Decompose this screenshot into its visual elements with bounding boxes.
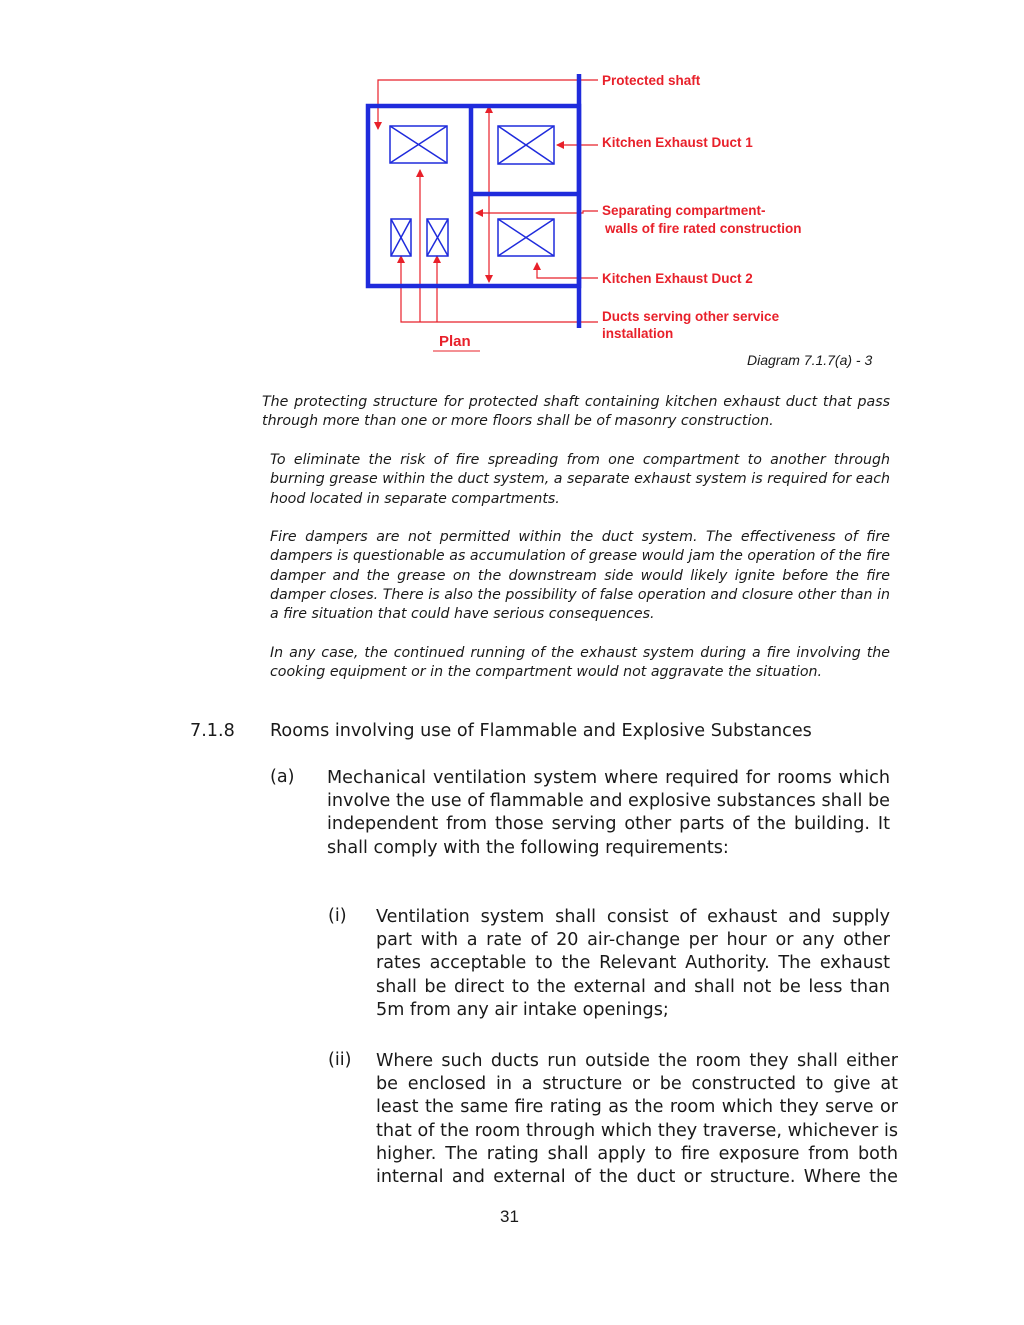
label-other-ducts-1: Ducts serving other service xyxy=(602,309,780,324)
plan-diagram xyxy=(0,0,1024,380)
duct-kitchen-2 xyxy=(498,219,554,256)
section-number: 7.1.8 xyxy=(190,721,235,741)
duct-other-small-1 xyxy=(391,219,411,256)
page-number: 31 xyxy=(500,1207,519,1226)
diagram-caption: Diagram 7.1.7(a) - 3 xyxy=(747,352,873,368)
sub-item-i-text: Ventilation system shall consist of exhaust and supply part with a rate of 20 air-change per hour or any other rates acceptable to the Relevant Authority. The exhaust shall be direct to the external and shall not be less than 5m from any air intake openings; xyxy=(376,907,890,1020)
section-title: Rooms involving use of Flammable and Explosive Substances xyxy=(270,721,812,741)
sub-item-ii-label: (ii) xyxy=(328,1050,352,1070)
label-plan: Plan xyxy=(439,333,471,350)
label-other-ducts-2: installation xyxy=(602,326,674,341)
label-protected-shaft: Protected shaft xyxy=(602,73,701,88)
label-separating-walls-2: walls of fire rated construction xyxy=(605,221,802,236)
duct-kitchen-1 xyxy=(498,126,554,164)
note-in-any-case: In any case, the continued running of the exhaust system during a fire involving the cooking equipment or in the compartment would not aggravate the situation. xyxy=(270,645,890,681)
clause-a-text: Mechanical ventilation system where required for rooms which involve the use of flammable and explosive substances shall be independent from those serving other parts of the building. It shall comply with the following requirements: xyxy=(327,768,890,858)
note-fire-dampers: Fire dampers are not permitted within the duct system. The effectiveness of fire dampers is questionable as accumulation of grease would jam the operation of the fire damper and the grease on the downstream side would likely ignite before the fire damper closes. There is also the possibility of false operation and closure other than in a fire situation that could have serious consequences. xyxy=(270,529,890,623)
duct-other-large xyxy=(390,126,447,163)
sub-item-ii-text: Where such ducts run outside the room they shall either be enclosed in a structure or be constructed to give at least the same fire rating as the room which they serve or that of the room through which they traverse, whichever is higher. The rating shall apply to fire exposure from both internal and external of the duct or structure. Where the xyxy=(376,1051,898,1188)
shaft-walls xyxy=(368,74,579,328)
label-kitchen-exhaust-duct-2: Kitchen Exhaust Duct 2 xyxy=(602,271,753,286)
sub-item-i-label: (i) xyxy=(328,906,347,926)
label-separating-walls-1: Separating compartment- xyxy=(602,203,766,218)
note-protecting-structure: The protecting structure for protected shaft containing kitchen exhaust duct that pass through more than one or more floors shall be of masonry construction. xyxy=(262,394,890,430)
clause-a-label: (a) xyxy=(270,767,295,787)
note-eliminate-risk: To eliminate the risk of fire spreading from one compartment to another through burning grease within the duct system, a separate exhaust system is required for each hood located in separate compartments. xyxy=(270,452,890,507)
label-kitchen-exhaust-duct-1: Kitchen Exhaust Duct 1 xyxy=(602,135,753,150)
duct-other-small-2 xyxy=(427,219,448,256)
